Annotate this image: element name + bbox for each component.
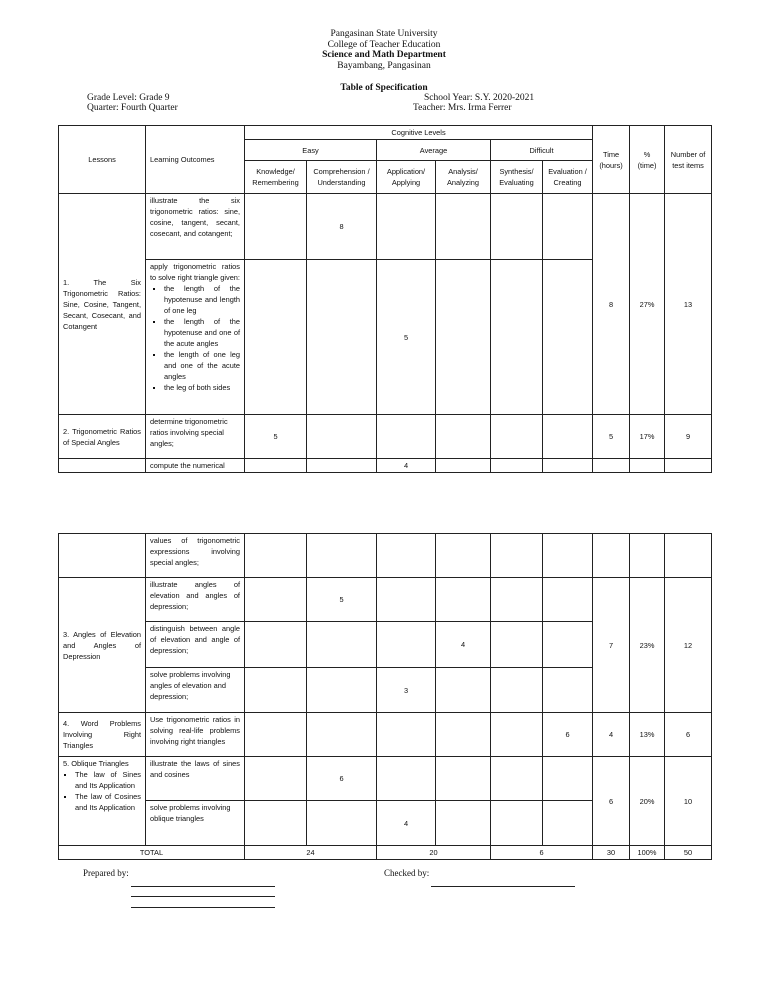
outcome-illustrate-laws: illustrate the laws of sines and cosines <box>146 757 245 801</box>
col-application: Application/ Applying <box>377 161 436 194</box>
percent-cell: 17% <box>630 415 665 459</box>
col-cognitive-levels: Cognitive Levels <box>245 126 593 140</box>
total-difficult: 6 <box>491 846 593 860</box>
spec-table-page2 <box>58 533 712 860</box>
col-average: Average <box>377 140 491 161</box>
lesson-2: 2. Trigonometric Ratios of Special Angles <box>59 415 146 459</box>
lesson-3: 3. Angles of Elevation and Angles of Depression <box>59 578 146 713</box>
total-average: 20 <box>377 846 491 860</box>
col-items: Number of test items <box>665 126 712 194</box>
teacher: Teacher: Mrs. Irma Ferrer <box>413 103 512 113</box>
col-evaluation: Evaluation / Creating <box>543 161 593 194</box>
col-synthesis: Synthesis/ Evaluating <box>491 161 543 194</box>
col-percent: % (time) <box>630 126 665 194</box>
col-knowledge: Knowledge/ Remembering <box>245 161 307 194</box>
value-cell: 4 <box>377 459 436 473</box>
location: Bayambang, Pangasinan <box>337 60 431 71</box>
col-time: Time (hours) <box>593 126 630 194</box>
value-cell: 5 <box>377 260 436 415</box>
total-items: 50 <box>665 846 712 860</box>
outcome-compute-values-cont: values of trigonometric expressions involving special angles; <box>146 534 245 578</box>
checked-signature-line <box>431 886 575 887</box>
items-cell: 9 <box>665 415 712 459</box>
items-cell: 13 <box>665 194 712 415</box>
school-year: School Year: S.Y. 2020-2021 <box>424 93 535 103</box>
value-cell: 8 <box>307 194 377 260</box>
time-cell: 7 <box>593 578 630 713</box>
value-cell: 6 <box>543 713 593 757</box>
value-cell: 5 <box>245 415 307 459</box>
percent-cell: 27% <box>630 194 665 415</box>
university-name: Pangasinan State University <box>330 29 438 39</box>
outcome-distinguish-angles: distinguish between angle of elevation and angle of depression; <box>146 622 245 668</box>
value-cell: 4 <box>436 622 491 668</box>
prepared-signature-line <box>131 886 275 887</box>
time-cell: 6 <box>593 757 630 846</box>
value-cell: 6 <box>307 757 377 801</box>
col-difficult: Difficult <box>491 140 593 161</box>
percent-cell: 20% <box>630 757 665 846</box>
outcome-illustrate-angles: illustrate angles of elevation and angles of depression; <box>146 578 245 622</box>
quarter: Quarter: Fourth Quarter <box>87 103 178 113</box>
time-cell: 5 <box>593 415 630 459</box>
total-time: 30 <box>593 846 630 860</box>
checked-by-label: Checked by: <box>384 868 430 878</box>
percent-cell: 23% <box>630 578 665 713</box>
grade-level: Grade Level: Grade 9 <box>87 93 170 103</box>
lesson-1: 1. The Six Trigonometric Ratios: Sine, Cosine, Tangent, Secant, Cosecant, and Cotangent <box>59 194 146 415</box>
college-name: College of Teacher Education <box>327 39 441 50</box>
col-easy: Easy <box>245 140 377 161</box>
total-easy: 24 <box>245 846 377 860</box>
percent-cell: 13% <box>630 713 665 757</box>
col-lessons: Lessons <box>59 126 146 194</box>
prepared-by-label: Prepared by: <box>83 868 129 878</box>
outcome-solve-oblique: solve problems involving oblique triangles <box>146 801 245 846</box>
col-outcomes: Learning Outcomes <box>146 126 245 194</box>
value-cell: 5 <box>307 578 377 622</box>
lesson-4: 4. Word Problems Involving Right Triangles <box>59 713 146 757</box>
department-name: Science and Math Department <box>322 50 446 60</box>
prepared-signature-line <box>131 907 275 908</box>
items-cell: 12 <box>665 578 712 713</box>
spec-table-page1 <box>58 125 712 473</box>
time-cell: 8 <box>593 194 630 415</box>
outcome-compute-values: compute the numerical <box>146 459 245 473</box>
outcome-apply-ratios: apply trigonometric ratios to solve right triangle given: ▪ the length of the hypotenuse and length of one leg ▪ the length of the hypotenuse and one of the acute angles ▪ the length of one leg and one of the acute angles ▪ the leg of both sides <box>146 260 245 415</box>
prepared-signature-line <box>131 896 275 897</box>
document-header <box>0 29 768 71</box>
items-cell: 6 <box>665 713 712 757</box>
outcome-determine-special: determine trigonometric ratios involving special angles; <box>146 415 245 459</box>
document-title: Table of Specification <box>340 83 428 93</box>
outcome-word-problems: Use trigonometric ratios in solving real-life problems involving right triangles <box>146 713 245 757</box>
outcome-illustrate-ratios: illustrate the six trigonometric ratios: sine, cosine, tangent, secant, cosecant, and cotangent; <box>146 194 245 260</box>
value-cell: 4 <box>377 801 436 846</box>
items-cell: 10 <box>665 757 712 846</box>
col-analysis: Analysis/ Analyzing <box>436 161 491 194</box>
outcome-solve-elevation: solve problems involving angles of elevation and depression; <box>146 668 245 713</box>
col-comprehension: Comprehension / Understanding <box>307 161 377 194</box>
total-percent: 100% <box>630 846 665 860</box>
value-cell: 3 <box>377 668 436 713</box>
time-cell: 4 <box>593 713 630 757</box>
total-label: TOTAL <box>59 846 245 860</box>
lesson-5: 5. Oblique Triangles ▪ The law of Sines and Its Application ▪ The law of Cosines and Its Application <box>59 757 146 846</box>
